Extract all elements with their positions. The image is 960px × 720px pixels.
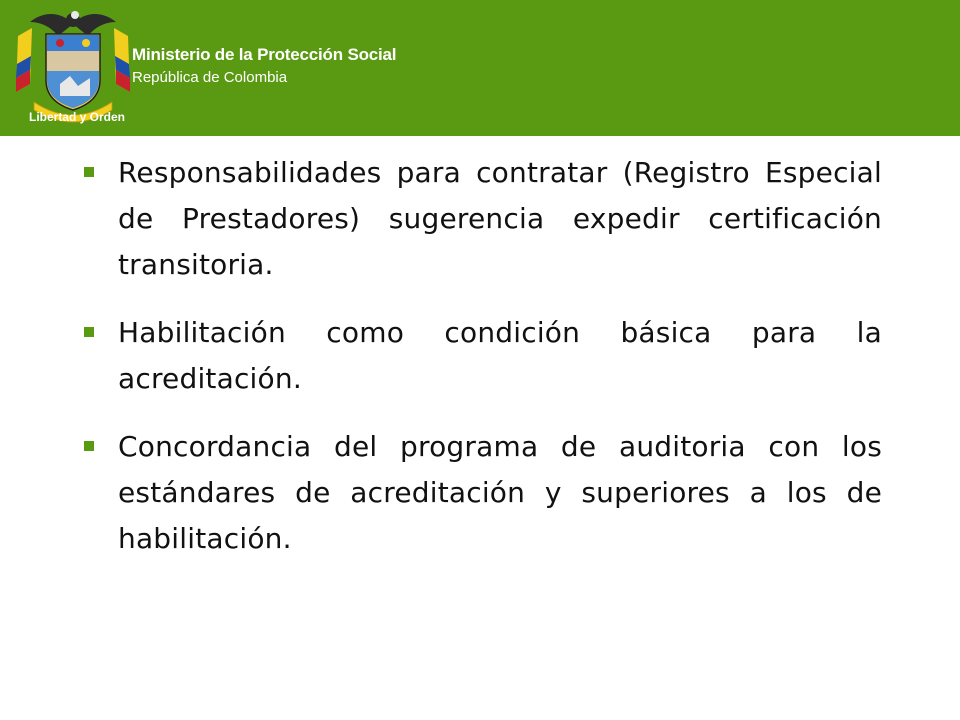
header-banner [0, 0, 960, 136]
list-item-text: Concordancia del programa de auditoria con los estándares de acreditación y superiores a los de habilitación. [118, 430, 882, 555]
list-item [84, 424, 882, 562]
country-name: República de Colombia [132, 69, 288, 86]
list-item [84, 310, 882, 402]
organization-block [132, 44, 396, 89]
list-item-text: Responsabilidades para contratar (Registro Especial de Prestadores) sugerencia expedir certificación transitoria. [118, 156, 882, 281]
ministry-name: Ministerio de la Protección Social [132, 45, 397, 64]
square-bullet-icon [84, 167, 94, 177]
logo-motto: Libertad y Orden [28, 110, 126, 124]
square-bullet-icon [84, 441, 94, 451]
square-bullet-icon [84, 327, 94, 337]
bullet-list [84, 150, 882, 584]
list-item [84, 150, 882, 288]
list-item-text: Habilitación como condición básica para la acreditación. [118, 316, 882, 395]
